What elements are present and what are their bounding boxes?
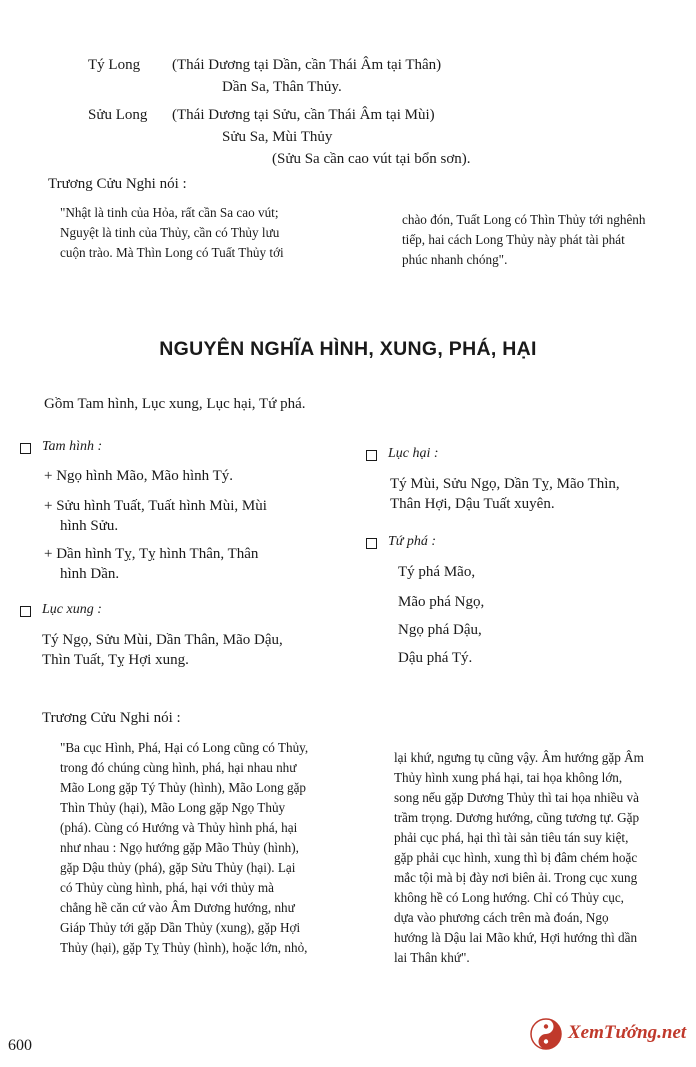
page-number: 600: [8, 1037, 32, 1054]
subsection-title-luc-hai: Lục hại :: [388, 446, 439, 461]
quote-line: dựa vào phương cách trên mà đoán, Ngọ: [394, 910, 609, 925]
quote-line: gặp phải cục hình, xung thì bị đâm chém hoặc: [394, 850, 638, 865]
quote-line: gặp Dậu thủy (phá), gặp Sửu Thủy (hại). Lại: [60, 860, 296, 875]
quote-line: tiếp, hai cách Long Thủy này phát tài phát: [402, 232, 625, 247]
list-item: + Sửu hình Tuất, Tuất hình Mùi, Mùi: [44, 498, 267, 514]
list-item: + Ngọ hình Mão, Mão hình Tý.: [44, 468, 234, 484]
quote-line: lai Thân khứ".: [394, 950, 470, 965]
quote-line: song nếu gặp Dương Thủy thì tai họa nhiều và: [394, 790, 639, 805]
text-line: Tý Ngọ, Sửu Mùi, Dần Thân, Mão Dậu,: [42, 632, 283, 648]
text-line: Mão phá Ngọ,: [398, 594, 485, 610]
subsection-title-luc-xung: Lục xung :: [42, 602, 102, 617]
checkbox-icon: [366, 450, 377, 461]
quote-line: "Nhật là tinh của Hỏa, rất cần Sa cao vút;: [60, 205, 279, 220]
quote-line: có Thủy cùng hình, phá, hại với thủy mà: [60, 880, 275, 895]
entry-line: Dần Sa, Thân Thủy.: [222, 79, 342, 95]
quote-line: phúc nhanh chóng".: [402, 252, 508, 267]
list-item: + Dần hình Tỵ, Tỵ hình Thân, Thân: [44, 546, 259, 562]
entry-line: (Thái Dương tại Dần, cần Thái Âm tại Thân): [172, 57, 442, 73]
section-intro: Gồm Tam hình, Lục xung, Lục hại, Tứ phá.: [44, 396, 306, 412]
quote-intro: Trương Cửu Nghi nói :: [42, 710, 181, 726]
checkbox-icon: [20, 606, 31, 617]
text-line: Tý Mùi, Sửu Ngọ, Dần Tỵ, Mão Thìn,: [390, 476, 620, 492]
entry-line: (Thái Dương tại Sửu, cần Thái Âm tại Mùi): [172, 107, 435, 123]
text-line: Ngọ phá Dậu,: [398, 622, 482, 638]
text-line: Thân Hợi, Dậu Tuất xuyên.: [390, 496, 555, 512]
quote-line: Mão Long gặp Tý Thủy (hình), Mão Long gặp: [60, 780, 307, 795]
quote-line: lại khứ, ngưng tụ cũng vậy. Âm hướng gặp Âm: [394, 750, 644, 765]
quote-line: chẳng hề căn cứ vào Âm Dương hướng, như: [60, 900, 295, 915]
quote-line: như nhau : Ngọ hướng gặp Mão Thủy (hình),: [60, 840, 299, 855]
quote-line: trầm trọng. Dương hướng, cũng tương tự. Gặp: [394, 810, 640, 825]
quote-line: Thìn Thủy (hại), Mão Long gặp Ngọ Thủy: [60, 800, 286, 815]
quote-line: chào đón, Tuất Long có Thìn Thủy tới nghênh: [402, 212, 646, 227]
quote-line: Nguyệt là tinh của Thủy, cần có Thủy lưu: [60, 225, 280, 240]
quote-line: Thủy hình xung phá hại, tai họa không lớn,: [394, 770, 623, 785]
text-line: Dậu phá Tý.: [398, 650, 473, 666]
quote-line: trong đó chúng cùng hình, phá, hại nhau như: [60, 760, 297, 775]
quote-line: hướng là Dậu lai Mão khứ, Hợi hướng thì dần: [394, 930, 638, 945]
watermark-text: XemTướng.net: [568, 1022, 687, 1043]
section-title: NGUYÊN NGHĨA HÌNH, XUNG, PHÁ, HẠI: [159, 338, 537, 360]
subsection-title-tu-pha: Tứ phá :: [388, 534, 437, 549]
text-line: Tý phá Mão,: [398, 564, 476, 580]
watermark-logo: [528, 1016, 693, 1052]
list-item-cont: hình Sửu.: [60, 518, 119, 534]
quote-line: "Ba cục Hình, Phá, Hại có Long cũng có Thủy,: [60, 740, 309, 755]
subsection-title-tam-hinh: Tam hình :: [42, 439, 103, 454]
quote-line: Giáp Thủy tới gặp Dần Thủy (xung), gặp Hợi: [60, 920, 301, 935]
quote-line: (phá). Cùng có Hướng và Thủy hình phá, hại: [60, 820, 298, 835]
quote-line: không hề có Long hướng. Chỉ có Thủy cục,: [394, 890, 624, 905]
list-item-cont: hình Dần.: [60, 566, 120, 582]
quote-line: mắc tội mà bị đày nơi biên ải. Trong cục xung: [394, 870, 638, 885]
checkbox-icon: [20, 443, 31, 454]
entry-line: Sửu Sa, Mùi Thủy: [222, 129, 333, 145]
entry-label-ty-long: Tý Long: [88, 57, 141, 73]
text-line: Thìn Tuất, Tỵ Hợi xung.: [42, 652, 189, 668]
quote-intro: Trương Cửu Nghi nói :: [48, 176, 187, 192]
checkbox-icon: [366, 538, 377, 549]
quote-line: cuộn trào. Mà Thìn Long có Tuất Thủy tới: [60, 245, 284, 260]
quote-line: Thủy (hại), gặp Tỵ Thủy (hình), hoặc lớn, nhỏ,: [60, 940, 308, 955]
quote-line: phải cục phá, hại thì tài sản tiêu tán suy kiệt,: [394, 830, 629, 845]
entry-line: (Sửu Sa cần cao vút tại bổn sơn).: [272, 151, 471, 167]
entry-label-suu-long: Sửu Long: [88, 107, 148, 123]
yin-yang-icon: [528, 1016, 564, 1052]
